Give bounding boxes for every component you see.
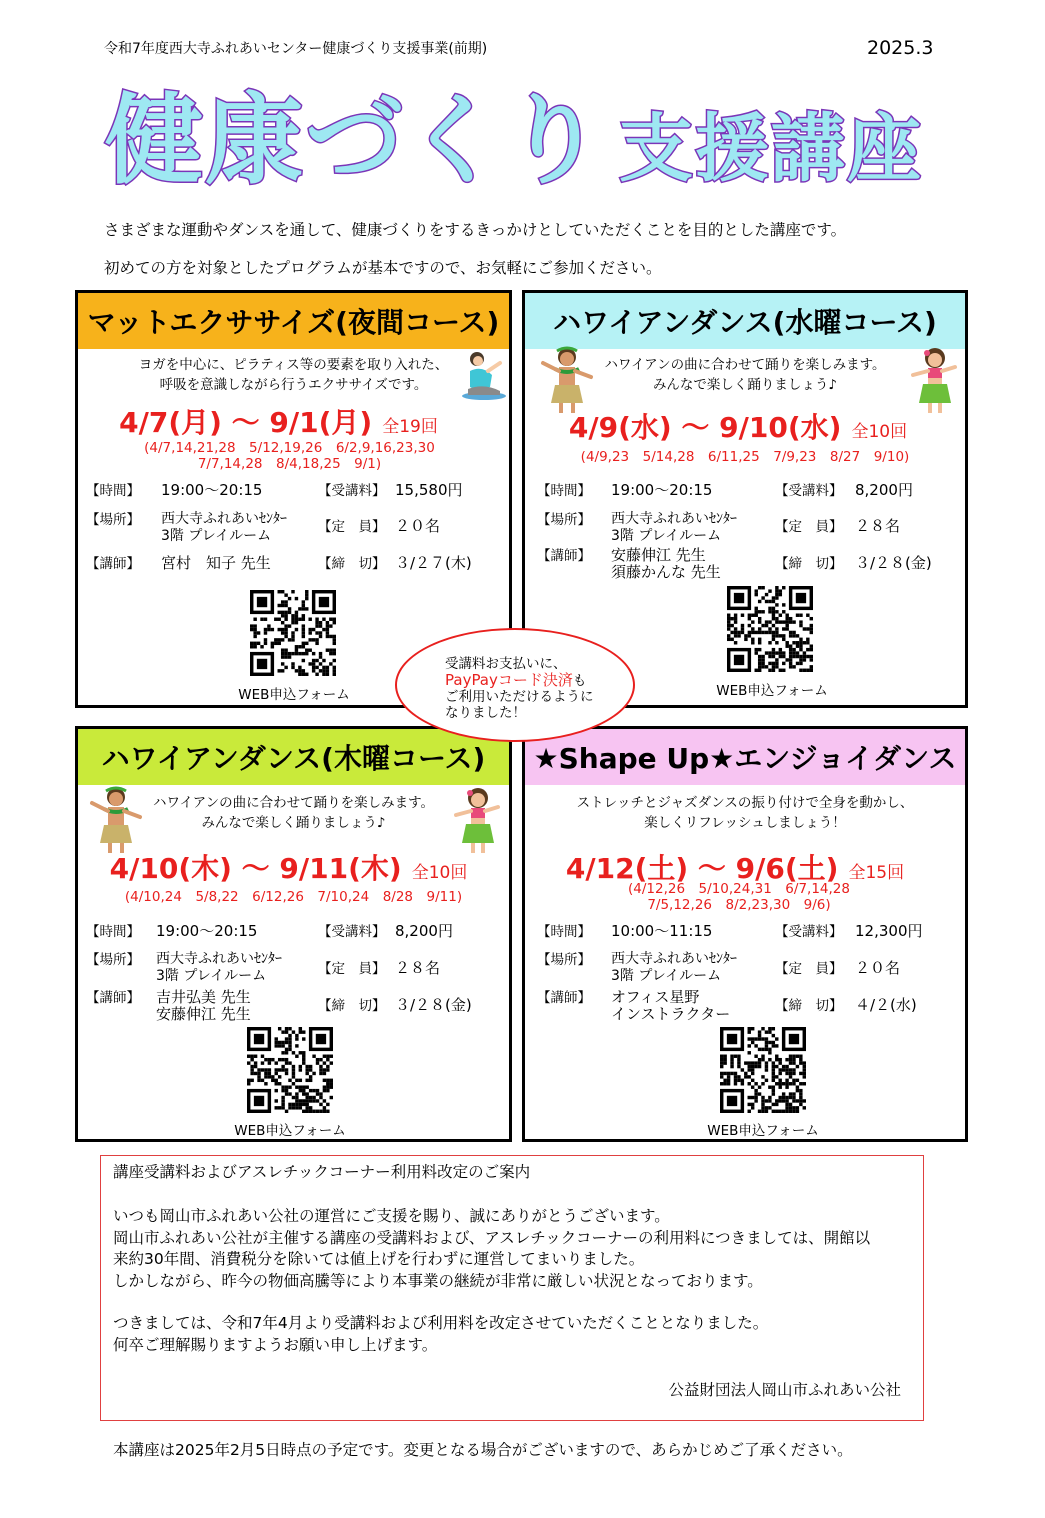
hula-woman-illustration-icon bbox=[905, 345, 961, 415]
paypay-notice-text: 受講料お支払いに、 PayPayコード決済も ご利用いただけるように なりました！ bbox=[445, 656, 594, 721]
dates-line: (4/7,14,21,28 5/12,19,26 6/2,9,16,23,30 bbox=[144, 440, 435, 456]
paypay-highlight: PayPayコード決済 bbox=[445, 671, 573, 689]
course-session-dates bbox=[525, 449, 965, 465]
date-range-text: 4/12(土) ～ 9/6(土) bbox=[565, 852, 839, 885]
deadline-value: ３/２８(金) bbox=[855, 554, 932, 572]
time-label: 【時間】 bbox=[537, 483, 591, 499]
course-title: ハワイアンダンス(木曜コース) bbox=[78, 729, 509, 785]
place-value: 西大寺ふれあいｾﾝﾀｰ 3階 プレイルーム bbox=[161, 511, 287, 544]
time-value: 19:00～20:15 bbox=[611, 481, 713, 499]
course-date-range bbox=[511, 406, 965, 446]
capacity-label: 【定 員】 bbox=[775, 519, 843, 535]
course-title: ★Shape Up★エンジョイダンス bbox=[525, 729, 965, 785]
page-title bbox=[105, 84, 924, 198]
desc-line: ハワイアンの曲に合わせて踊りを楽しみます。 bbox=[152, 795, 435, 811]
place-label: 【場所】 bbox=[537, 952, 591, 968]
time-value: 19:00～20:15 bbox=[156, 922, 258, 940]
session-count: 全19回 bbox=[382, 417, 438, 437]
instructor-label: 【講師】 bbox=[537, 548, 591, 564]
instructor-label: 【講師】 bbox=[86, 990, 140, 1006]
course-card-shape-up-dance bbox=[522, 726, 968, 1142]
desc-line: ストレッチとジャズダンスの振り付けで全身を動かし、 bbox=[576, 795, 914, 811]
course-description bbox=[78, 355, 509, 395]
web-form-link[interactable]: WEB申込フォーム bbox=[707, 1123, 819, 1139]
web-form-link[interactable]: WEB申込フォーム bbox=[716, 683, 828, 699]
title-main: 健康づくり bbox=[105, 84, 606, 198]
course-session-dates bbox=[70, 440, 509, 472]
instructor-value: 宮村 知子 先生 bbox=[161, 554, 271, 572]
deadline-label: 【締 切】 bbox=[775, 998, 843, 1014]
notice-body: いつも岡山市ふれあい公社の運営にご支援を賜り、誠にありがとうございます。 岡山市ふれあい公社が主催する講座の受講料および、アスレチックコーナーの利用料につきましては、開館以 来約30年間、消費税分を除いては値上げを行わずに運営してまいりました。 しかしながら、昨今の物価高騰等により本事業の継続が非常に厳しい状況となっております。 つきましては、令和7年4月より受講料および利用料を改定させていただくこととなりました。 何卒ご理解賜りますようお願い申し上げます。 bbox=[113, 1207, 871, 1354]
date-range-text: 4/9(水) ～ 9/10(水) bbox=[568, 411, 842, 444]
deadline-label: 【締 切】 bbox=[318, 556, 386, 572]
dates-line: (4/12,26 5/10,24,31 6/7,14,28 bbox=[628, 881, 850, 897]
deadline-label: 【締 切】 bbox=[775, 556, 843, 572]
hula-woman-illustration-icon bbox=[448, 785, 504, 855]
desc-line: 呼吸を意識しながら行うエクササイズです。 bbox=[159, 377, 428, 393]
time-value: 10:00～11:15 bbox=[611, 922, 713, 940]
instructor-value: オフィス星野 インストラクター bbox=[611, 988, 731, 1023]
capacity-value: ２０名 bbox=[395, 517, 441, 535]
date-range-text: 4/10(木) ～ 9/11(木) bbox=[109, 852, 402, 885]
session-count: 全15回 bbox=[848, 863, 905, 883]
course-session-dates bbox=[78, 889, 509, 905]
time-label: 【時間】 bbox=[86, 924, 140, 940]
course-date-range bbox=[68, 847, 509, 887]
fee-revision-notice bbox=[100, 1155, 924, 1421]
fee-label: 【受講料】 bbox=[318, 924, 386, 940]
fee-value: 8,200円 bbox=[855, 481, 913, 499]
qr-code-icon[interactable] bbox=[727, 586, 813, 672]
instructor-label: 【講師】 bbox=[86, 556, 140, 572]
intro-line-2: 初めての方を対象としたプログラムが基本ですので、お気軽にご参加ください。 bbox=[104, 259, 662, 277]
capacity-value: ２８名 bbox=[395, 959, 441, 977]
qr-code-icon[interactable] bbox=[250, 590, 336, 676]
course-title: ハワイアンダンス(水曜コース) bbox=[525, 293, 965, 349]
fee-value: 15,580円 bbox=[395, 481, 463, 499]
capacity-label: 【定 員】 bbox=[318, 519, 386, 535]
date-range-text: 4/7(月) ～ 9/1(月) bbox=[119, 406, 373, 439]
course-date-range bbox=[48, 401, 509, 441]
dates-line: 7/7,14,28 8/4,18,25 9/1) bbox=[197, 456, 382, 472]
course-title: マットエクササイズ(夜間コース) bbox=[78, 293, 509, 349]
qr-code-icon[interactable] bbox=[720, 1027, 806, 1113]
capacity-value: ２０名 bbox=[855, 959, 901, 977]
deadline-value: ４/２(水) bbox=[855, 996, 917, 1014]
web-form-link[interactable]: WEB申込フォーム bbox=[238, 687, 350, 703]
instructor-label: 【講師】 bbox=[537, 990, 591, 1006]
header-date: 2025.3 bbox=[867, 37, 934, 59]
footer-disclaimer: 本講座は2025年2月5日時点の予定です。変更となる場合がございますので、あらかじめご了承ください。 bbox=[113, 1441, 853, 1459]
place-value: 西大寺ふれあいｾﾝﾀｰ 3階 プレイルーム bbox=[156, 951, 282, 984]
deadline-value: ３/２７(木) bbox=[395, 554, 472, 572]
yoga-woman-illustration-icon bbox=[460, 349, 508, 401]
dates-line: (4/9,23 5/14,28 6/11,25 7/9,23 8/27 9/10) bbox=[580, 449, 910, 465]
place-label: 【場所】 bbox=[537, 512, 591, 528]
notice-heading: 講座受講料およびアスレチックコーナー利用料改定のご案内 bbox=[113, 1163, 531, 1181]
time-label: 【時間】 bbox=[537, 924, 591, 940]
capacity-label: 【定 員】 bbox=[318, 961, 386, 977]
course-description bbox=[525, 793, 965, 833]
hula-man-illustration-icon bbox=[88, 785, 144, 855]
qr-code-icon[interactable] bbox=[247, 1027, 333, 1113]
desc-line: みんなで楽しく踊りましょう♪ bbox=[652, 377, 838, 393]
hula-man-illustration-icon bbox=[539, 345, 595, 415]
fee-label: 【受講料】 bbox=[775, 924, 843, 940]
session-count: 全10回 bbox=[411, 863, 468, 883]
fee-value: 12,300円 bbox=[855, 922, 923, 940]
paypay-line: 受講料お支払いに、 bbox=[445, 656, 567, 672]
dates-line: 7/5,12,26 8/2,23,30 9/6) bbox=[647, 897, 831, 913]
dates-line: (4/10,24 5/8,22 6/12,26 7/10,24 8/28 9/11) bbox=[124, 889, 463, 905]
place-value: 西大寺ふれあいｾﾝﾀｰ 3階 プレイルーム bbox=[611, 511, 737, 544]
session-count: 全10回 bbox=[851, 422, 908, 442]
capacity-value: ２８名 bbox=[855, 517, 901, 535]
place-label: 【場所】 bbox=[86, 952, 140, 968]
time-label: 【時間】 bbox=[86, 483, 140, 499]
instructor-value: 吉井弘美 先生 安藤伸江 先生 bbox=[156, 988, 251, 1023]
fee-label: 【受講料】 bbox=[318, 483, 386, 499]
capacity-label: 【定 員】 bbox=[775, 961, 843, 977]
title-sub: 支援講座 bbox=[619, 106, 924, 192]
header-program-text: 令和7年度西大寺ふれあいセンター健康づくり支援事業(前期) bbox=[104, 41, 488, 57]
paypay-line: なりました！ bbox=[445, 705, 526, 721]
place-value: 西大寺ふれあいｾﾝﾀｰ 3階 プレイルーム bbox=[611, 951, 737, 984]
intro-line-1: さまざまな運動やダンスを通して、健康づくりをするきっかけとしていただくことを目的とした講座です。 bbox=[104, 221, 847, 239]
fee-label: 【受講料】 bbox=[775, 483, 843, 499]
deadline-value: ３/２８(金) bbox=[395, 996, 472, 1014]
desc-line: ヨガを中心に、ピラティス等の要素を取り入れた、 bbox=[138, 357, 449, 373]
deadline-label: 【締 切】 bbox=[318, 998, 386, 1014]
instructor-value: 安藤伸江 先生 須藤かんな 先生 bbox=[611, 546, 721, 581]
desc-line: ハワイアンの曲に合わせて踊りを楽しみます。 bbox=[604, 357, 886, 373]
web-form-link[interactable]: WEB申込フォーム bbox=[234, 1123, 346, 1139]
course-session-dates bbox=[513, 881, 965, 913]
course-card-hawaiian-thursday bbox=[75, 726, 512, 1142]
paypay-line: ご利用いただけるように bbox=[445, 689, 594, 705]
place-label: 【場所】 bbox=[86, 512, 140, 528]
fee-value: 8,200円 bbox=[395, 922, 453, 940]
time-value: 19:00～20:15 bbox=[161, 481, 263, 499]
desc-line: みんなで楽しく踊りましょう♪ bbox=[201, 815, 386, 831]
notice-signature: 公益財団法人岡山市ふれあい公社 bbox=[668, 1381, 901, 1399]
desc-line: 楽しくリフレッシュしましょう！ bbox=[644, 815, 846, 831]
paypay-notice-bubble bbox=[395, 628, 635, 742]
